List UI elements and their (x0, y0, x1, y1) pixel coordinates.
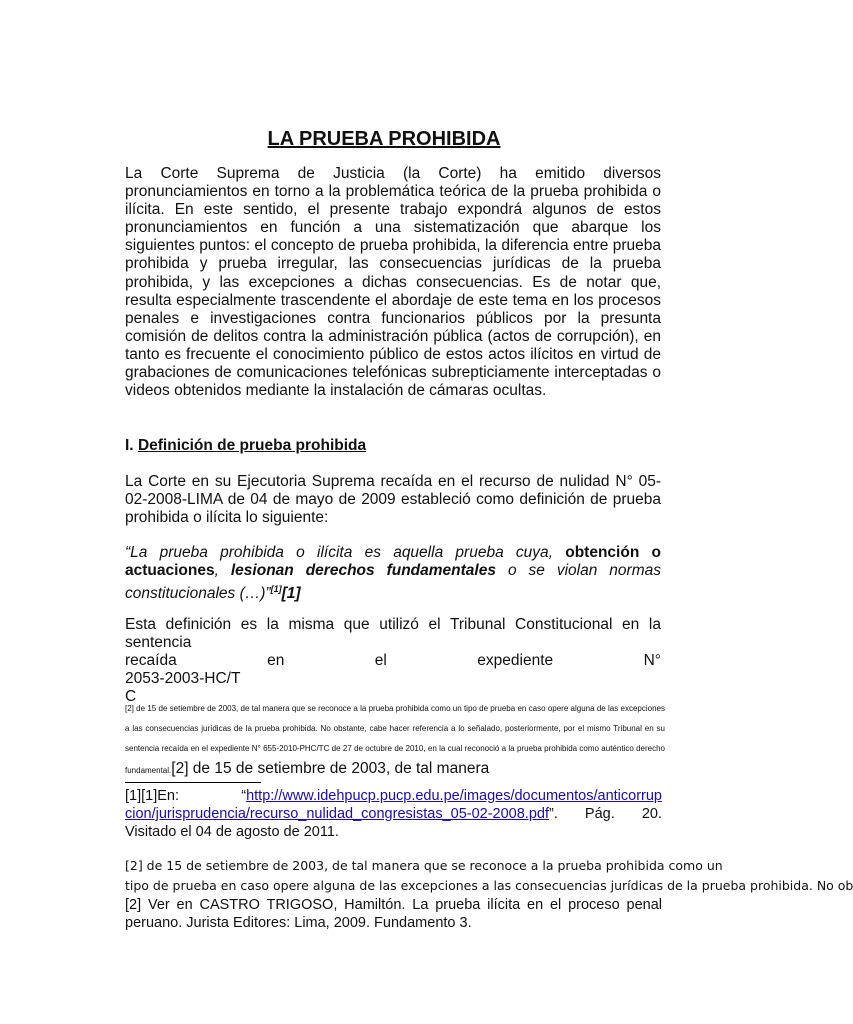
intro-paragraph: La Corte Suprema de Justicia (la Corte) ha emitido diversos pronunciamientos en torno a la problemática teórica de la prueba prohibida o ilícita. En este sentido, el presente trabajo expondrá algunos de estos pronunciamientos en función a una sistematización que abarque los siguientes puntos: el concepto de prueba prohibida, la diferencia entre prueba prohibida y prueba irregular, las consecuencias jurídicas de la prueba prohibida, y las excepciones a dichas consecuencias. Es de notar que, resulta especialmente trascendente el abordaje de este tema en los procesos penales e investigaciones contra funcionarios públicos por la presunta comisión de delitos contra la administración pública (actos de corrupción), en tanto es frecuente el conocimiento público de estos actos ilícitos en virtud de grabaciones de comunicaciones telefónicas subrepticiamente interceptadas o videos obtenidos mediante la instalación de cámaras ocultas. (125, 165, 661, 400)
tc-word: N° (643, 652, 661, 670)
tc-line-3: 2053-2003-HC/T (125, 670, 241, 688)
overflow-line-1: [2] de 15 de setiembre de 2003, de tal manera que se reconoce a la prueba prohibida como un (125, 858, 723, 873)
quote-bold-2: lesionan derechos fundamentales (230, 562, 496, 580)
section-paragraph: La Corte en su Ejecutoria Suprema recaída en el recurso de nulidad N° 05-02-2008-LIMA de 04 de mayo de 2009 estableció como definición de prueba prohibida o ilícita lo siguiente: (125, 473, 661, 527)
quote-bold-1: obtención o actuaciones (125, 544, 661, 580)
quote-text-1: “La prueba prohibida o ilícita es aquella prueba cuya, (125, 544, 566, 561)
footnote-1-prefix: [1][1]En: (125, 788, 180, 804)
small-footnote (125, 699, 665, 781)
tc-line-4: C (125, 688, 137, 706)
small-footnote-text: [2] de 15 de setiembre de 2003, de tal manera que se reconoce a la prueba prohibida como un tipo de prueba en caso opere alguna de las excepciones a las consecuencias jurídicas de la prueba prohibida. No obstante, cabe hacer referencia a lo señalado, posteriormente, por el mismo Tribunal en su sentencia recaída en el expediente N° 655-2010-PHC/TC de 27 de octubre de 2010, en la cual reconoció a la prueba prohibida como auténtico derecho fundamental. (125, 704, 665, 775)
footnote-1 (125, 787, 662, 841)
tc-word: el (374, 652, 387, 670)
small-footnote-tail: [2] de 15 de setiembre de 2003, de tal manera (171, 760, 490, 777)
footnote-1-link[interactable]: http://www.idehpucp.pucp.edu.pe/images/documentos/anticorrupcion/jurisprudencia/recurso_nulidad_congresistas_05-02-2008.pdf (125, 788, 662, 822)
section-number: I. (125, 437, 134, 454)
definition-quote (125, 544, 661, 603)
tc-line-2 (125, 652, 661, 670)
overflow-line-2: tipo de prueba en caso opere alguna de las excepciones a las consecuencias jurídicas de la prueba prohibida. No ob (125, 878, 853, 893)
footnote-1-quote: “ (241, 788, 247, 804)
document-title: LA PRUEBA PROHIBIDA (267, 128, 501, 150)
tc-word: expediente (477, 652, 554, 670)
section-heading (125, 437, 366, 455)
tc-line-1: Esta definición es la misma que utilizó el Tribunal Constitucional en la sentencia (125, 616, 661, 652)
quote-text-3: o se violan normas constitucionales (…)” (125, 562, 661, 603)
tc-word: en (267, 652, 285, 670)
footnote-ref-link[interactable]: [1] (281, 585, 301, 603)
footnote-ref-sup[interactable]: [1] (270, 584, 282, 595)
tc-paragraph (125, 616, 661, 706)
quote-text-2: , (214, 562, 231, 580)
footnote-1-suffix: ”. Pág. 20. Visitado el 04 de agosto de 2011. (125, 806, 662, 840)
footnote-separator (125, 782, 261, 783)
section-title: Definición de prueba prohibida (137, 437, 367, 454)
footnote-2: [2] Ver en CASTRO TRIGOSO, Hamiltón. La prueba ilícita en el proceso penal peruano. Jurista Editores: Lima, 2009. Fundamento 3. (125, 897, 662, 931)
tc-word: recaída (125, 652, 177, 670)
